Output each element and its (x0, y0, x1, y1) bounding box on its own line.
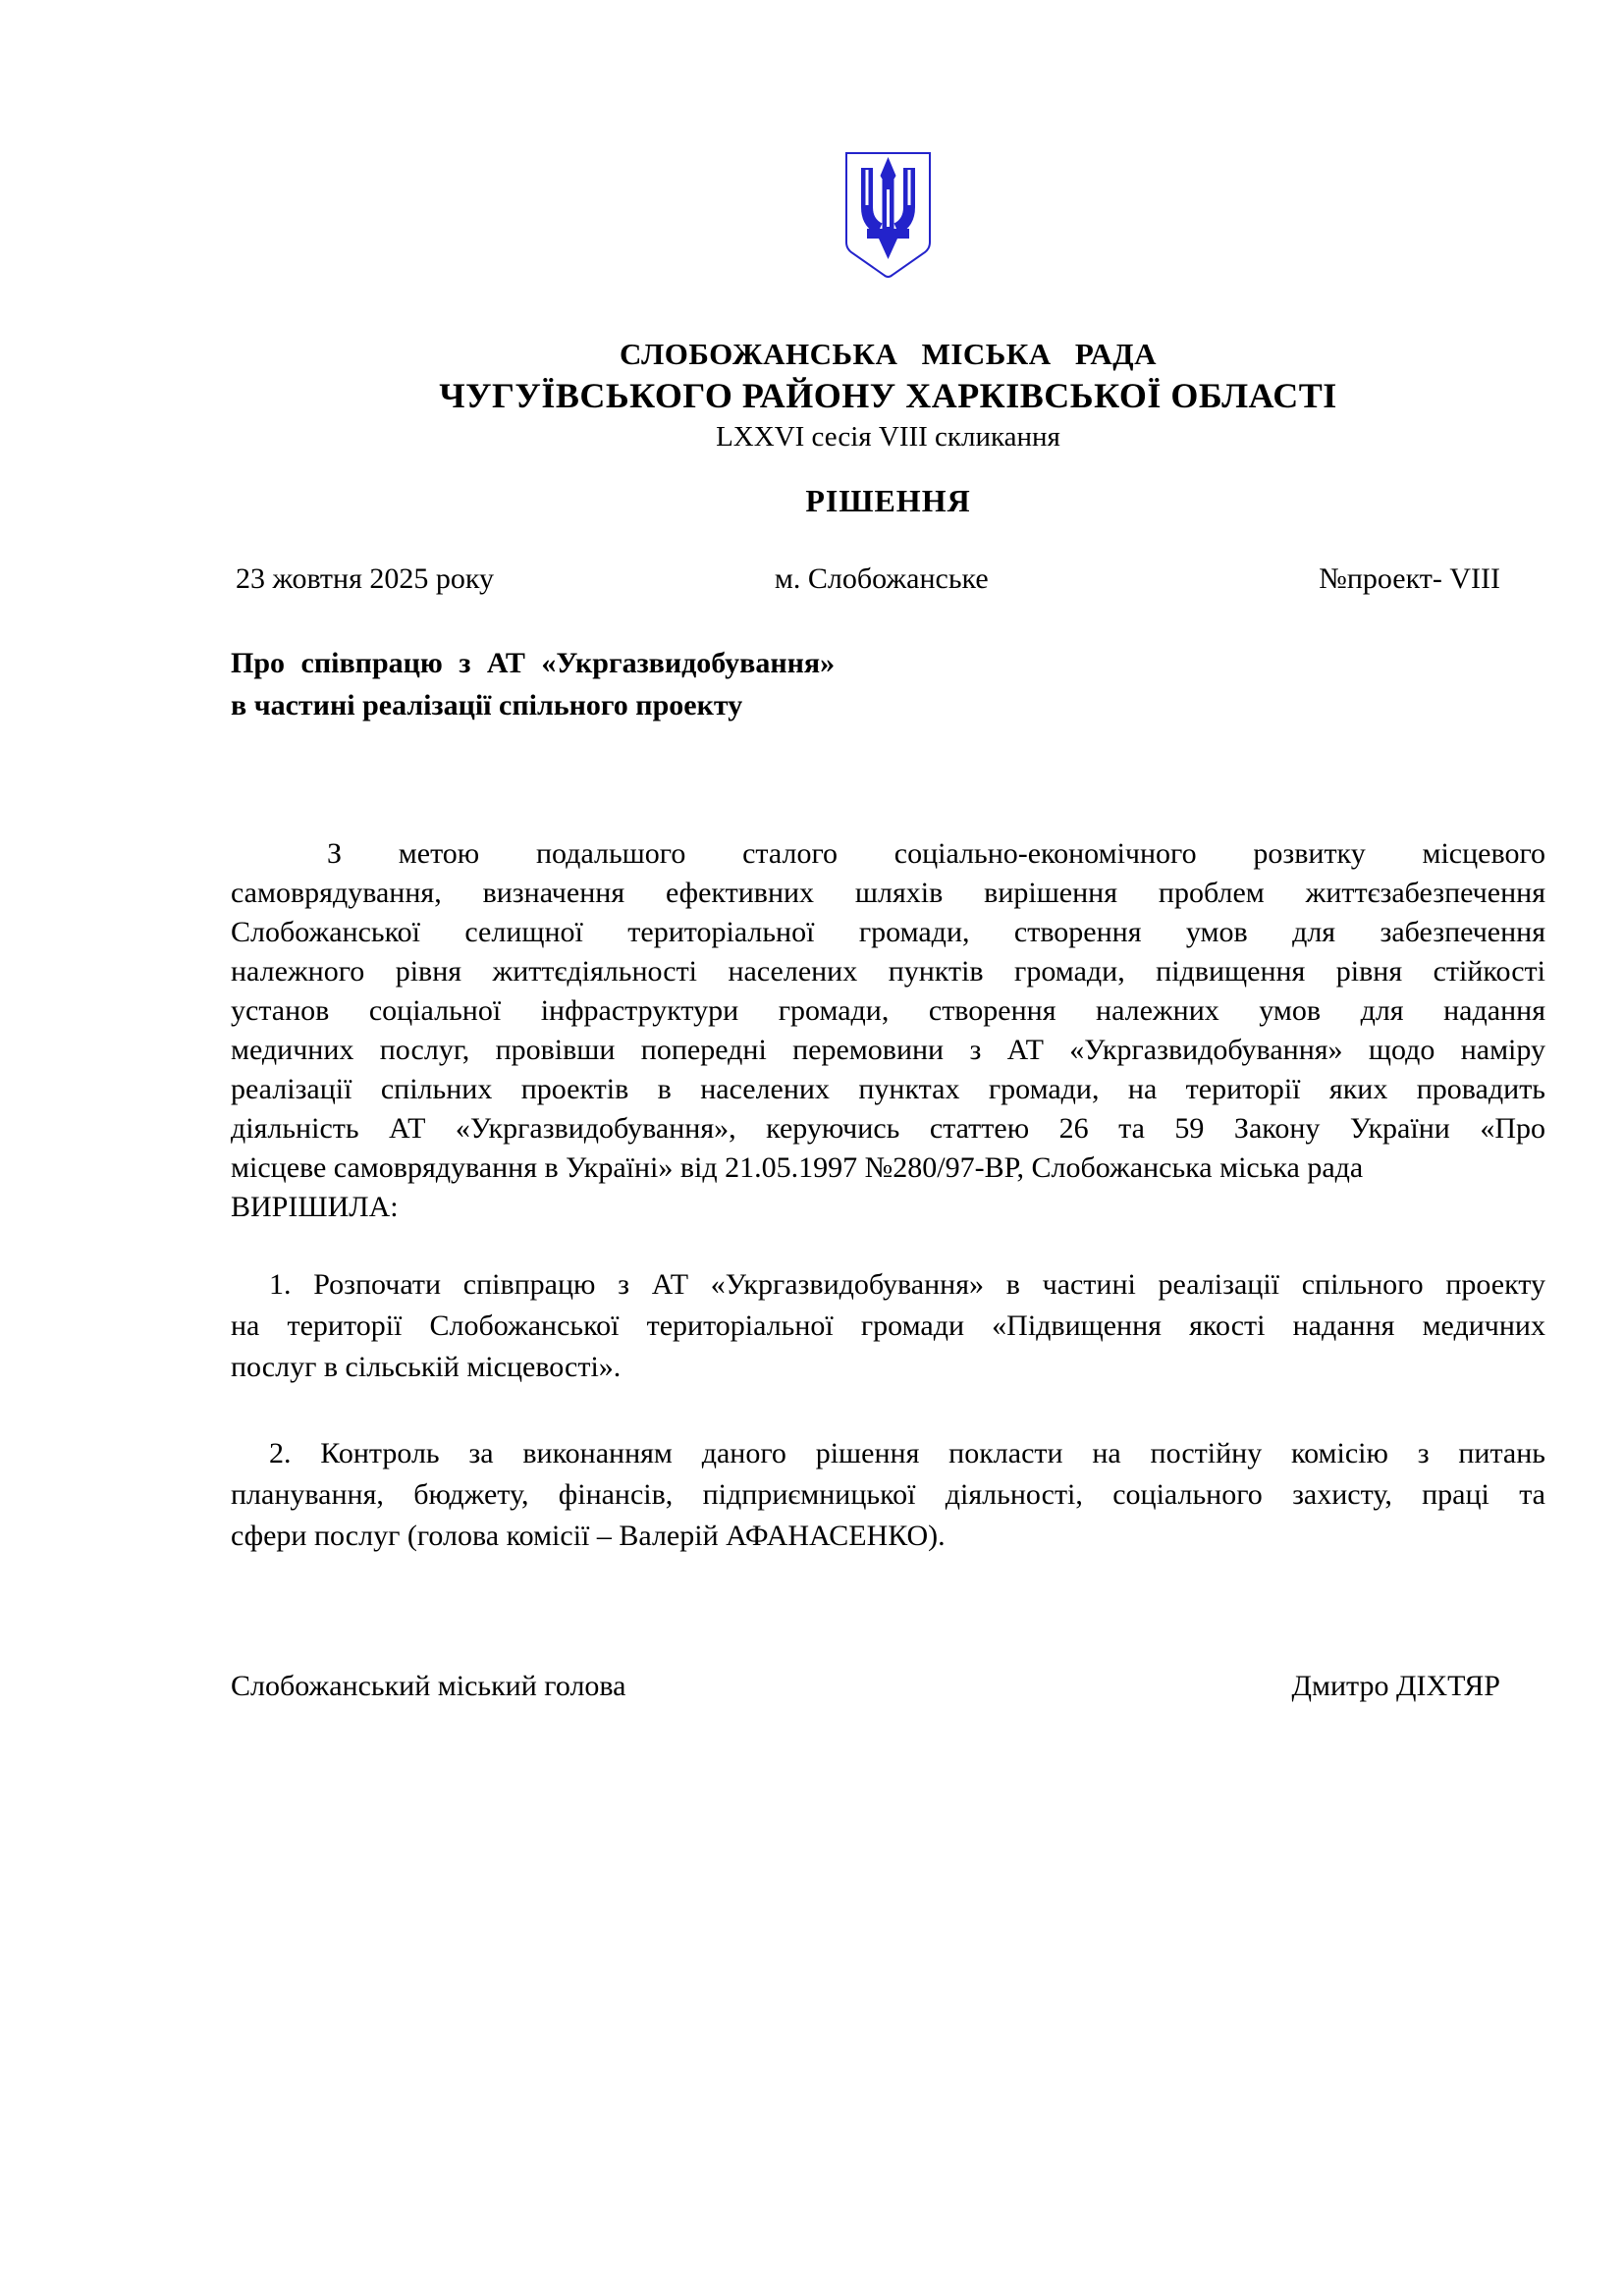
preamble-line: належного рівня життєдіяльності населених пунктів громади, підвищення рівня стійкості (231, 955, 1545, 988)
district-region-name: ЧУГУЇВСЬКОГО РАЙОНУ ХАРКІВСЬКОЇ ОБЛАСТІ (439, 376, 1337, 415)
resolution-heading: ВИРІШИЛА: (231, 1191, 399, 1223)
subject-line-2: в частині реалізації спільного проекту (231, 689, 743, 721)
preamble-line: місцеве самоврядування в Україні» від 21.05.1997 №280/97-ВР, Слобожанська міська рада (231, 1151, 1364, 1184)
emblem-container (231, 0, 1545, 286)
council-name: СЛОБОЖАНСЬКА МІСЬКА РАДА (620, 337, 1157, 371)
preamble-line: З метою подальшого сталого соціально-економічного розвитку місцевого (327, 837, 1545, 870)
resolution-item-line: на території Слобожанської територіальної громади «Підвищення якості надання медичних (231, 1309, 1545, 1342)
resolution-item-line: послуг в сільській місцевості». (231, 1351, 622, 1383)
document-type-title: РІШЕННЯ (805, 483, 971, 518)
preamble-line: Слобожанської селищної територіальної громади, створення умов для забезпечення (231, 916, 1545, 948)
ukraine-trident-icon (842, 150, 934, 281)
preamble-line: медичних послуг, провівши попередні перемовини з АТ «Укргазвидобування» щодо наміру (231, 1034, 1545, 1066)
resolution-item-1 (231, 1264, 1545, 1388)
session-line: LXXVI сесія VIII скликання (716, 421, 1060, 453)
preamble-paragraph (231, 834, 1545, 1188)
document-number: №проект- VIII (1319, 562, 1500, 595)
resolution-item-2 (231, 1433, 1545, 1557)
signature-row (231, 1667, 1545, 1706)
document-date: 23 жовтня 2025 року (236, 562, 495, 595)
resolution-item-line: сфери послуг (голова комісії – Валерій АФАНАСЕНКО). (231, 1520, 946, 1552)
document-content (231, 0, 1545, 1706)
preamble-line: діяльність АТ «Укргазвидобування», керуючись статтею 26 та 59 Закону України «Про (231, 1112, 1545, 1145)
resolution-item-line: планування, бюджету, фінансів, підприємницької діяльності, соціального захисту, праці та (231, 1478, 1545, 1511)
subject-line-1: Про співпрацю з АТ «Укргазвидобування» (231, 647, 836, 679)
resolution-item-line: 2. Контроль за виконанням даного рішення покласти на постійну комісію з питань (269, 1437, 1545, 1469)
resolution-item-line: 1. Розпочати співпрацю з АТ «Укргазвидобування» в частині реалізації спільного проекту (269, 1268, 1545, 1301)
document-place: м. Слобожанське (774, 562, 989, 595)
signatory-name: Дмитро ДІХТЯР (1291, 1670, 1500, 1702)
subject-block (231, 642, 1545, 726)
preamble-line: реалізації спільних проектів в населених пунктах громади, на території яких провадить (231, 1073, 1545, 1105)
preamble-line: установ соціальної інфраструктури громади, створення належних умов для надання (231, 994, 1545, 1027)
meta-row (231, 560, 1545, 599)
preamble-line: самоврядування, визначення ефективних шляхів вирішення проблем життєзабезпечення (231, 877, 1545, 909)
signatory-title: Слобожанський міський голова (231, 1670, 626, 1702)
